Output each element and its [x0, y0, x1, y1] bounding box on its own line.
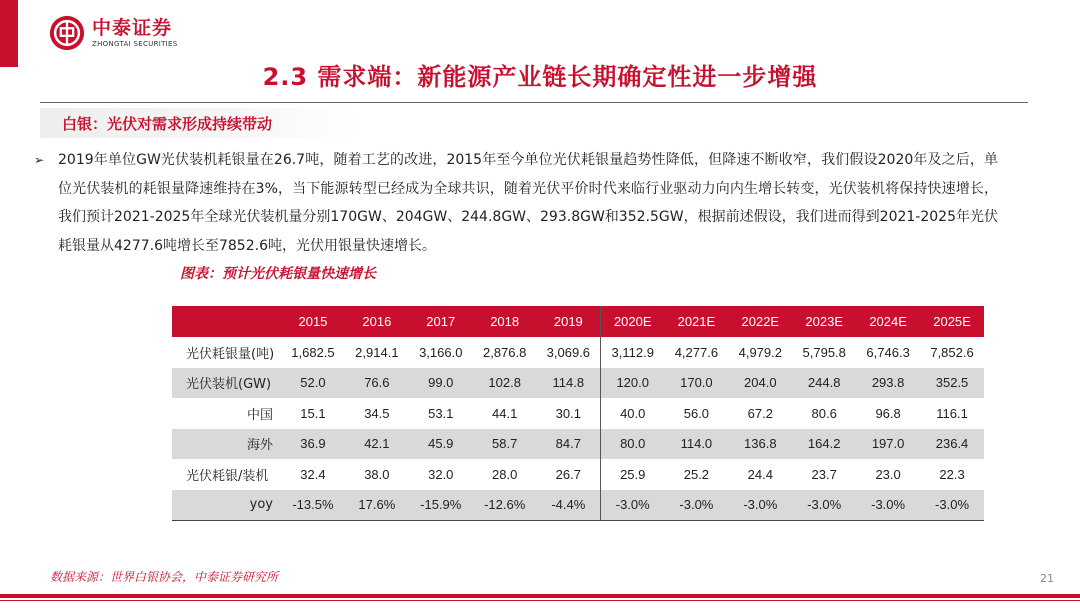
- table-cell: -3.0%: [792, 490, 856, 521]
- table-column-header: 2022E: [728, 306, 792, 337]
- table-cell: 80.0: [601, 429, 665, 460]
- brand-strip: [0, 0, 18, 67]
- row-label: yoy: [172, 490, 281, 521]
- table-cell: 2,914.1: [355, 344, 399, 360]
- data-source-note: 数据来源：世界白银协会，中泰证券研究所: [50, 570, 279, 584]
- table-column-header: 2021E: [664, 306, 728, 337]
- table-cell: 38.0: [364, 466, 390, 482]
- silver-demand-table: [172, 306, 984, 521]
- table-column-header: 2025E: [920, 306, 984, 337]
- table-cell: 114.8: [537, 368, 601, 399]
- table-cell: 96.8: [875, 405, 901, 421]
- table-cell: 44.1: [492, 405, 518, 421]
- bullet-arrow-icon: ➢: [34, 153, 45, 167]
- body-paragraph: 2019年单位GW光伏装机耗银量在26.7吨，随着工艺的改进，2015年至今单位光伏耗银量趋势性降低，但降速不断收窄，我们假设2020年及之后，单位光伏装机的耗银量降速维持在3%，当下能源转型已经成为全球共识，随着光伏平价时代来临行业驱动力向内生增长转变，光伏装机将保持快速增长，我们预计2021-2025年全球光伏装机量分别170GW、204GW、244.8GW、293.8GW和352.5GW，根据前述假设，我们进而得到2021-2025年光伏耗银量从4277.6吨增长至7852.6吨，光伏用银量快速增长。: [58, 152, 998, 254]
- table-row: [172, 368, 984, 399]
- table-column-header: 2016: [345, 306, 409, 337]
- row-label: 中国: [246, 407, 273, 423]
- table-cell: 28.0: [492, 466, 518, 482]
- table-cell: -3.0%: [664, 490, 728, 521]
- table-cell: 67.2: [747, 405, 773, 421]
- table-cell: -15.9%: [409, 490, 473, 521]
- table-cell: 17.6%: [345, 490, 409, 521]
- table-cell: 136.8: [728, 429, 792, 460]
- table-cell: 76.6: [345, 368, 409, 399]
- footer-bar: [0, 594, 1080, 598]
- table-column-header: 2024E: [856, 306, 920, 337]
- table-cell: 4,277.6: [674, 344, 719, 360]
- table-cell: 7,852.6: [930, 344, 974, 360]
- table-column-header: 2023E: [792, 306, 856, 337]
- table-header-corner: [172, 306, 281, 337]
- table-cell: 170.0: [664, 368, 728, 399]
- table-cell: 1,682.5: [291, 344, 335, 360]
- table-header-row: [172, 306, 984, 337]
- table-cell: 2,876.8: [482, 344, 527, 360]
- table-cell: 24.4: [747, 466, 773, 482]
- table-row: [172, 398, 984, 429]
- table-cell: 30.1: [555, 405, 581, 421]
- table-cell: -3.0%: [728, 490, 792, 521]
- table-cell: 164.2: [792, 429, 856, 460]
- table-cell: 6,746.3: [866, 344, 910, 360]
- row-label: 海外: [172, 429, 281, 460]
- table-cell: 32.0: [428, 466, 454, 482]
- table-cell: -13.5%: [281, 490, 345, 521]
- row-label: 光伏装机(GW): [172, 368, 281, 399]
- table-cell: 84.7: [537, 429, 601, 460]
- table-cell: 3,069.6: [546, 344, 591, 360]
- table-cell: 58.7: [473, 429, 537, 460]
- table-cell: 25.2: [683, 466, 710, 482]
- table-column-header: 2020E: [601, 306, 665, 337]
- table-cell: -4.4%: [537, 490, 601, 521]
- table-cell: 3,112.9: [601, 337, 665, 368]
- table-cell: -3.0%: [920, 490, 984, 521]
- table-cell: 23.0: [875, 466, 901, 482]
- table-cell: 293.8: [856, 368, 920, 399]
- table-cell: 23.7: [811, 466, 837, 482]
- row-label: 光伏耗银/装机: [186, 468, 269, 484]
- table-cell: -3.0%: [856, 490, 920, 521]
- table-column-header: 2018: [473, 306, 537, 337]
- table-row: [172, 490, 984, 521]
- logo-english-name: ZHONGTAI SECURITIES: [92, 40, 178, 48]
- figure-title: 图表：预计光伏耗银量快速增长: [180, 266, 376, 282]
- footer-line: [0, 600, 1080, 601]
- table-cell: 236.4: [920, 429, 984, 460]
- table-row: [172, 459, 984, 490]
- table-cell: 25.9: [601, 459, 665, 490]
- table-column-header: 2019: [537, 306, 601, 337]
- table-cell: 26.7: [555, 466, 581, 482]
- table-cell: -12.6%: [473, 490, 537, 521]
- table-cell: 3,166.0: [419, 344, 463, 360]
- table-row: [172, 337, 984, 368]
- table-row: [172, 429, 984, 460]
- table-cell: 53.1: [428, 405, 454, 421]
- table-cell: 352.5: [920, 368, 984, 399]
- table-cell: 116.1: [936, 405, 968, 421]
- company-logo: [48, 14, 178, 52]
- table-cell: 197.0: [856, 429, 920, 460]
- table-body: [172, 337, 984, 521]
- table-cell: 120.0: [601, 368, 665, 399]
- table-cell: 40.0: [601, 398, 665, 429]
- table-cell: 36.9: [281, 429, 345, 460]
- page-title: 2.3 需求端：新能源产业链长期确定性进一步增强: [262, 63, 818, 91]
- table-cell: 4,979.2: [738, 344, 782, 360]
- table-cell: 244.8: [792, 368, 856, 399]
- table-cell: 34.5: [364, 405, 390, 421]
- subheader-text: 白银：光伏对需求形成持续带动: [62, 115, 273, 133]
- table-cell: 22.3: [939, 466, 965, 482]
- table-cell: 45.9: [409, 429, 473, 460]
- table-cell: 204.0: [728, 368, 792, 399]
- title-divider: [40, 102, 1028, 103]
- page-number: 21: [1040, 572, 1054, 585]
- table-column-header: 2017: [409, 306, 473, 337]
- table-column-header: 2015: [281, 306, 345, 337]
- table-cell: 114.0: [664, 429, 728, 460]
- logo-chinese-name: 中泰证券: [92, 17, 173, 39]
- table-cell: -3.0%: [601, 490, 665, 521]
- table-cell: 5,795.8: [802, 344, 846, 360]
- row-label: 光伏耗银量(吨): [186, 346, 275, 362]
- table-cell: 99.0: [409, 368, 473, 399]
- zhongtai-logo-icon: [48, 14, 86, 52]
- table-cell: 56.0: [683, 405, 710, 421]
- table-cell: 42.1: [345, 429, 409, 460]
- table-cell: 102.8: [473, 368, 537, 399]
- table-cell: 15.1: [300, 405, 326, 421]
- table-cell: 52.0: [281, 368, 345, 399]
- table-cell: 32.4: [300, 466, 326, 482]
- table-cell: 80.6: [811, 405, 837, 421]
- section-subheader: [40, 108, 360, 138]
